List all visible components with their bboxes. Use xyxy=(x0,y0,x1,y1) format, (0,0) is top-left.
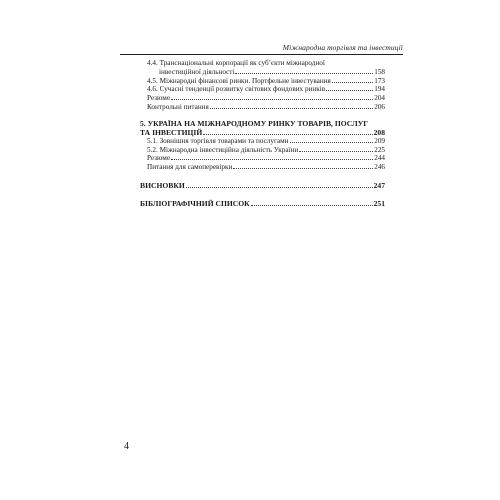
toc-entry-text-cont: інвестиційної діяльності xyxy=(159,67,235,76)
toc-page-number: 209 xyxy=(374,136,385,145)
toc-section-bibliography xyxy=(120,199,385,208)
toc-page-number: 225 xyxy=(374,145,385,154)
toc-page-number: 173 xyxy=(374,76,385,85)
dot-leader xyxy=(171,159,373,160)
toc-entry-summary-4 xyxy=(120,94,385,103)
toc-entry-text: 4.4. Транснаціональні корпорації як суб’єкти міжнародної xyxy=(147,59,325,67)
toc-entry-text: 5.2. Міжнародна інвестиційна діяльність України xyxy=(147,145,299,154)
toc-entry-text: Резюме xyxy=(147,154,171,163)
dot-leader xyxy=(210,108,373,109)
toc-entry-text: 4.6. Сучасні тенденції розвитку світових фондових ринків xyxy=(147,85,326,94)
dot-leader xyxy=(290,142,374,143)
dot-leader xyxy=(171,99,373,100)
toc-entry-text: Питання для самоперевірки xyxy=(147,163,233,172)
page-number: 4 xyxy=(124,441,129,452)
header-rule xyxy=(120,54,403,55)
toc-page-number: 208 xyxy=(373,127,385,137)
table-of-contents xyxy=(120,59,385,208)
toc-entry-questions-5 xyxy=(120,163,385,172)
dot-leader xyxy=(233,168,373,169)
dot-leader xyxy=(251,205,373,206)
toc-section-title: БІБЛІОГРАФІЧНИЙ СПИСОК xyxy=(140,198,250,208)
toc-page-number: 246 xyxy=(374,163,385,172)
toc-section-conclusions xyxy=(120,181,385,190)
toc-entry-text: 4.5. Міжнародні фінансові ринки. Портфельне інвестування xyxy=(147,76,331,85)
toc-section-title-cont: ТА ІНВЕСТИЦІЙ xyxy=(140,127,203,137)
toc-section-title: ВИСНОВКИ xyxy=(140,180,185,190)
toc-entry-5-1 xyxy=(120,137,385,146)
toc-page-number: 251 xyxy=(373,198,385,208)
dot-leader xyxy=(326,90,373,91)
dot-leader xyxy=(299,151,373,152)
toc-entry-text: 5.1. Зовнішня торгівля товарами та послугами xyxy=(147,136,289,145)
running-header: Міжнародна торгівля та інвестиції xyxy=(282,43,403,52)
toc-entry-4-5 xyxy=(120,77,385,86)
toc-page-number: 206 xyxy=(374,102,385,111)
toc-page-number: 158 xyxy=(374,67,385,76)
toc-page-number: 194 xyxy=(374,85,385,94)
toc-section-5 xyxy=(120,119,385,137)
dot-leader xyxy=(203,134,372,135)
toc-entry-questions-4 xyxy=(120,103,385,112)
dot-leader xyxy=(332,82,373,83)
toc-entry-text: Резюме xyxy=(147,94,171,103)
toc-page-number: 244 xyxy=(374,154,385,163)
toc-entry-5-2 xyxy=(120,146,385,155)
toc-entry-text: Контрольні питання xyxy=(147,102,209,111)
toc-page-number: 247 xyxy=(373,180,385,190)
toc-page-number: 204 xyxy=(374,94,385,103)
dot-leader xyxy=(235,73,373,74)
toc-section-title: 5. УКРАЇНА НА МІЖНАРОДНОМУ РИНКУ ТОВАРІВ, ПОСЛУГ xyxy=(140,118,369,128)
toc-entry-summary-5 xyxy=(120,154,385,163)
toc-entry-4-6 xyxy=(120,85,385,94)
toc-entry-4-4 xyxy=(120,59,385,77)
dot-leader xyxy=(186,187,373,188)
